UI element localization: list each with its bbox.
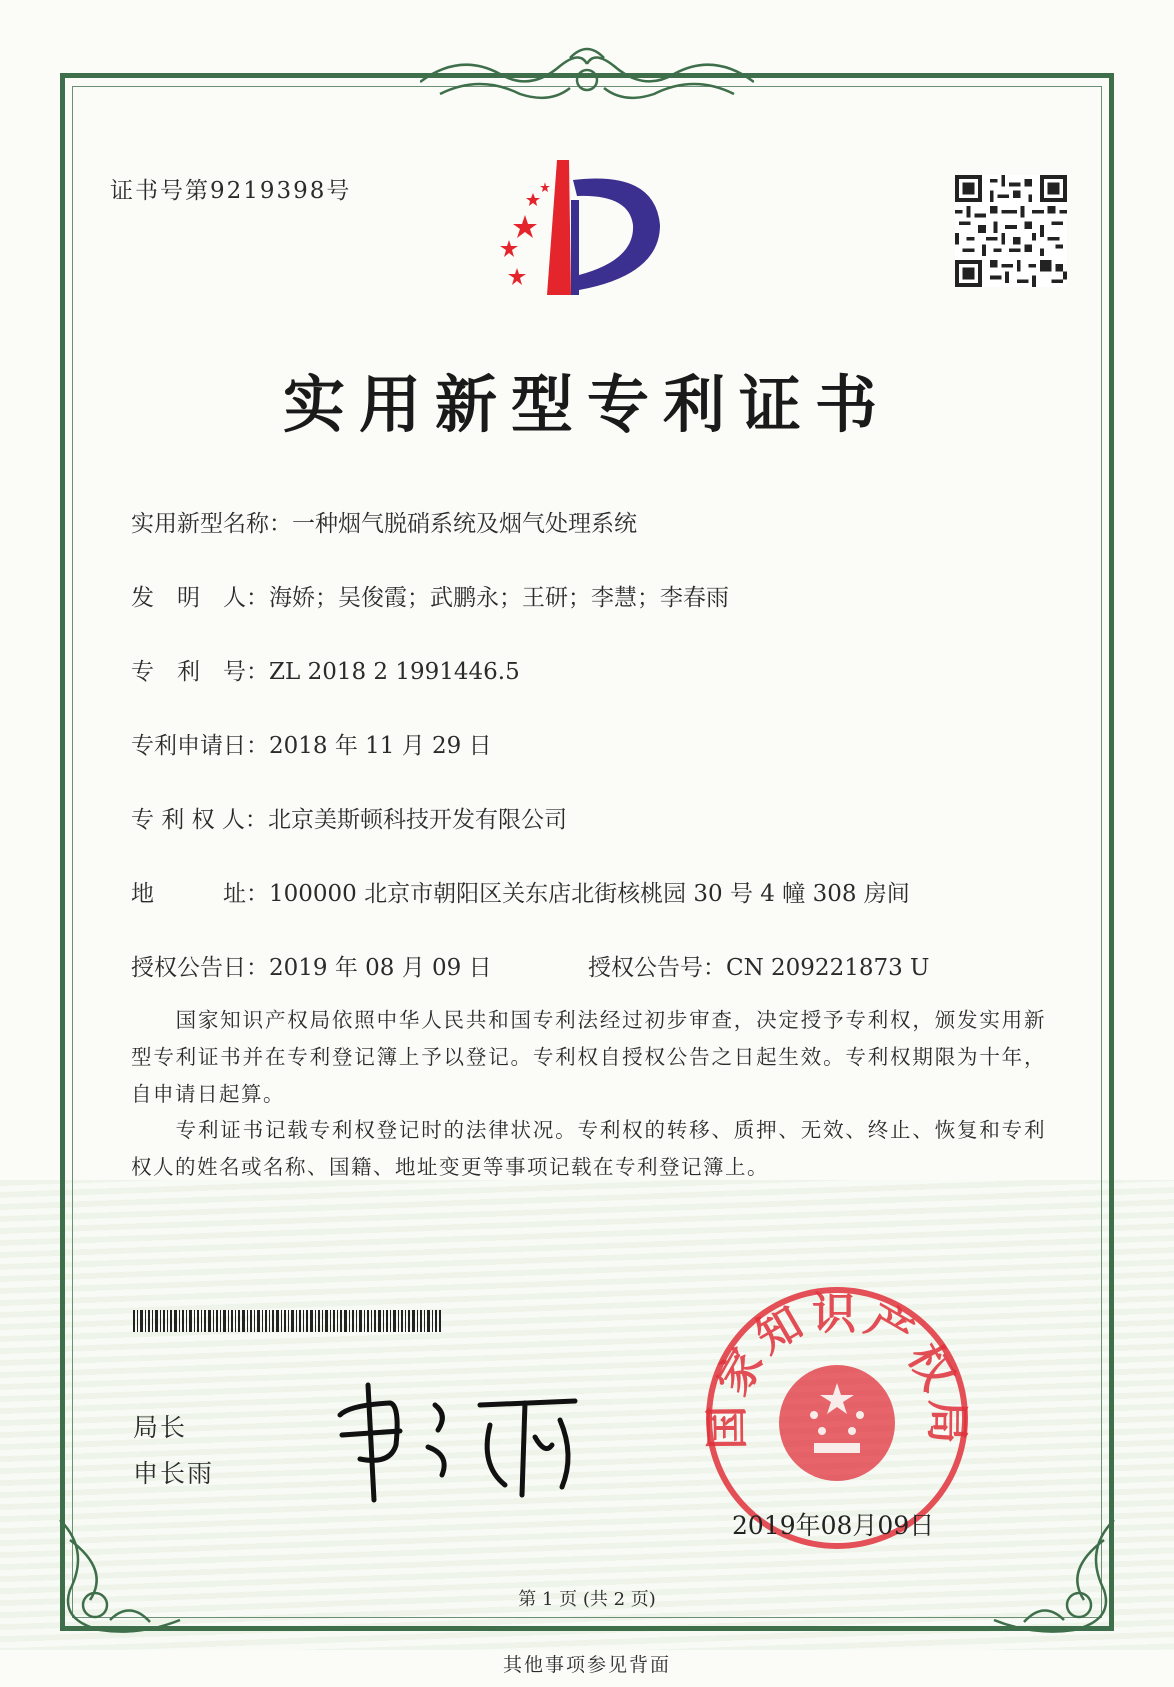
field-value: 100000 北京市朝阳区关东店北街核桃园 30 号 4 幢 308 房间	[269, 881, 910, 907]
field-filing-date	[131, 727, 492, 760]
field-label: 发 明 人：	[131, 585, 269, 611]
field-label: 专 利 号：	[131, 659, 269, 685]
field-value: 北京美斯顿科技开发有限公司	[267, 807, 567, 833]
director-name: 申长雨	[133, 1459, 215, 1488]
field-inventors	[131, 579, 729, 612]
qr-code-icon	[955, 175, 1067, 287]
field-patent-number	[131, 653, 520, 686]
field-address	[131, 875, 910, 908]
bottom-left-ornament-icon	[50, 1510, 190, 1640]
seal-date: 2019年08月09日	[732, 1511, 935, 1540]
field-label: 授权公告日：	[131, 955, 269, 981]
field-value: 一种烟气脱硝系统及烟气处理系统	[292, 511, 637, 537]
field-label: 专利申请日：	[131, 733, 269, 759]
field-label: 授权公告号：	[588, 955, 726, 981]
director-title: 局长	[133, 1413, 188, 1442]
field-utility-model-name	[131, 505, 637, 538]
patent-office-logo-icon	[495, 160, 675, 305]
field-grant-date	[131, 949, 492, 982]
bottom-right-ornament-icon	[984, 1510, 1124, 1640]
certificate-number: 证书号第9219398号	[110, 178, 352, 204]
field-value: 海娇；吴俊霞；武鹏永；王研；李慧；李春雨	[269, 585, 729, 611]
field-patentee	[131, 801, 567, 834]
field-value: 2019 年 08 月 09 日	[269, 955, 492, 981]
field-value: ZL 2018 2 1991446.5	[269, 659, 520, 685]
barcode-icon	[133, 1310, 443, 1332]
director-signature-icon	[330, 1375, 590, 1505]
body-paragraph-2: 专利证书记载专利权登记时的法律状况。专利权的转移、质押、无效、终止、恢复和专利权人的姓名或名称、国籍、地址变更等事项记载在专利登记簿上。	[131, 1118, 1046, 1179]
field-label: 地 址：	[131, 881, 269, 907]
certificate-title: 实用新型专利证书	[282, 368, 891, 441]
back-note: 其他事项参见背面	[502, 1654, 671, 1676]
field-value: CN 209221873 U	[726, 955, 930, 981]
field-label: 实用新型名称：	[131, 511, 292, 537]
field-value: 2018 年 11 月 29 日	[269, 733, 492, 759]
top-ornament-icon	[420, 44, 754, 108]
body-paragraph-1: 国家知识产权局依照中华人民共和国专利法经过初步审查，决定授予专利权，颁发实用新型专利证书并在专利登记簿上予以登记。专利权自授权公告之日起生效。专利权期限为十年，自申请日起算。	[131, 1008, 1046, 1106]
field-label: 专 利 权 人：	[131, 807, 268, 833]
seal-text: 国家知识产权局	[702, 1288, 972, 1450]
page-number: 第 1 页 (共 2 页)	[518, 1589, 656, 1610]
field-grant-number	[588, 949, 929, 982]
